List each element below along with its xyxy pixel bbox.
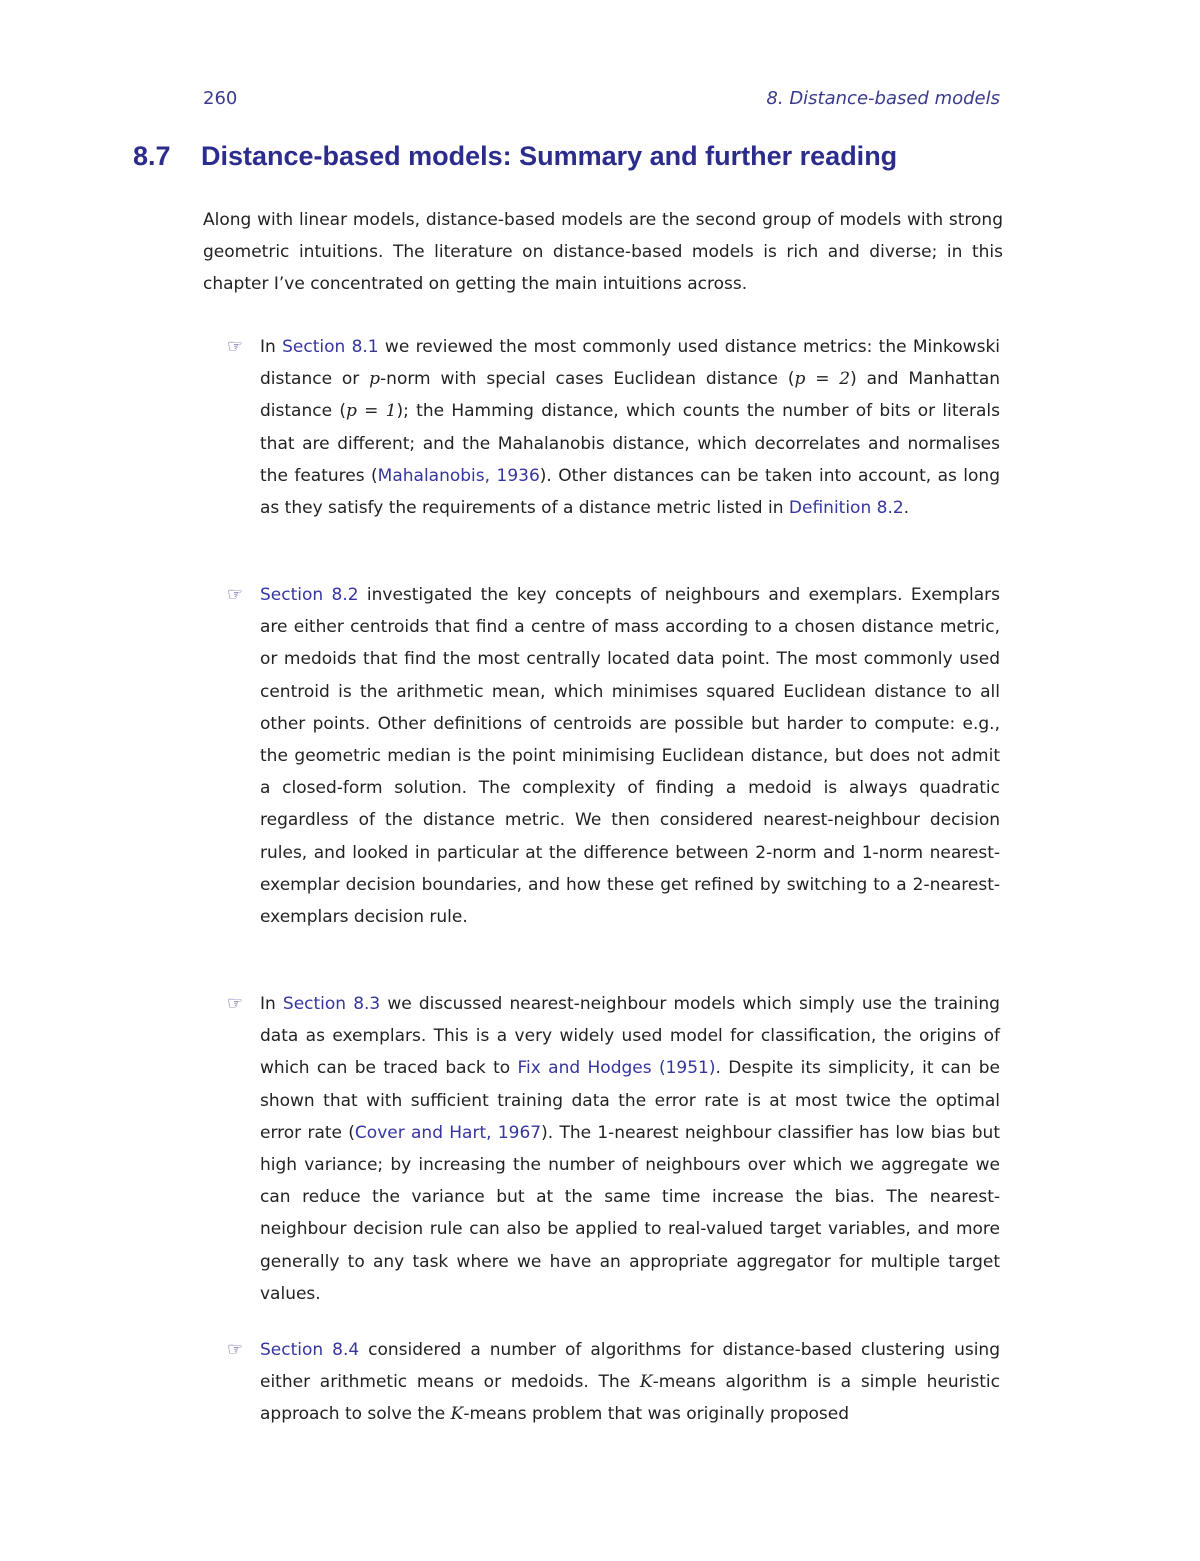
fix-hodges-year-link[interactable]: (1951) [658,1058,716,1079]
pointing-hand-icon: ☞ [227,336,244,357]
pointing-hand-icon: ☞ [227,993,244,1014]
bullet-text: In Section 8.1 we reviewed the most commonly used distance metrics: the Minkowski distance or p-norm with special cases Euclidean distance (p = 2) and Manhattan distance (p = 1); the Hamming distance, which counts the number of bits or literals that are different; and the Mahalanobis distance, which decorrelates and normalises the features (Mahalanobis, 1936). Other distances can be taken into account, as long as they satisfy the requirements of a distance metric listed in Definition 8.2. [260,337,1001,519]
pointing-hand-icon: ☞ [227,1339,244,1360]
section-8-2-link[interactable]: Section 8.2 [260,585,359,605]
mahalanobis-citation-link[interactable]: Mahalanobis [377,465,485,486]
running-header [203,88,1000,118]
section-8-1-link[interactable]: Section 8.1 [282,337,379,357]
bullet-text: Section 8.2 investigated the key concepts of neighbours and exemplars. Exemplars are either centroids that find a centre of mass according to a chosen distance metric, or medoids that find the most centrally located data point. The most commonly used centroid is the arithmetic mean, which minimises squared Euclidean distance to all other points. Other definitions of centroids are possible but harder to compute: e.g., the geometric median is the point minimising Euclidean distance, but does not admit a closed-form solution. The complexity of finding a medoid is always quadratic regardless of the distance metric. We then considered nearest-neighbour decision rules, and looked in particular at the difference between 2-norm and 1-norm nearest-exemplar decision boundaries, and how these get refined by switching to a 2-nearest-exemplars decision rule. [260,585,1000,928]
bullet-text: In Section 8.3 we discussed nearest-neighbour models which simply use the training data as exemplars. This is a very widely used model for classification, the origins of which can be traced back to Fix and Hodges (1951). Despite its simplicity, it can be shown that with sufficient training data the error rate is at most twice the optimal error rate (Cover and Hart, 1967). The 1-nearest neighbour classifier has low bias but high variance; by increasing the number of neighbours over which we aggregate we can reduce the variance but at the same time increase the bias. The nearest-neighbour decision rule can also be applied to real-valued target variables, and more generally to any task where we have an appropriate aggregator for multiple target values. [260,994,1001,1304]
fix-hodges-citation-link[interactable]: Fix and Hodges [517,1058,652,1079]
page-number: 260 [203,88,238,109]
definition-8-2-link[interactable]: Definition 8.2 [788,498,904,519]
intro-paragraph: Along with linear models, distance-based models are the second group of models with strong geometric intuitions. The literature on distance-based models is rich and diverse; in this chapter I’ve concentrated on getting the main intuitions across. [203,210,1003,295]
section-title: Distance-based models: Summary and further reading [201,141,898,171]
section-number: 8.7 [133,141,171,171]
cover-hart-year-link[interactable]: 1967 [497,1122,542,1143]
cover-hart-citation-link[interactable]: Cover and Hart [354,1122,487,1143]
section-8-4-link[interactable]: Section 8.4 [260,1340,360,1360]
mahalanobis-year-link[interactable]: 1936 [496,465,540,486]
section-8-3-link[interactable]: Section 8.3 [282,994,381,1014]
pointing-hand-icon: ☞ [227,584,244,605]
chapter-title: 8. Distance-based models [766,88,1000,109]
section-heading [133,141,1033,172]
bullet-text: Section 8.4 considered a number of algorithms for distance-based clustering using either arithmetic means or medoids. The K-means algorithm is a simple heuristic approach to solve the K-means problem that was originally proposed [260,1340,1000,1425]
